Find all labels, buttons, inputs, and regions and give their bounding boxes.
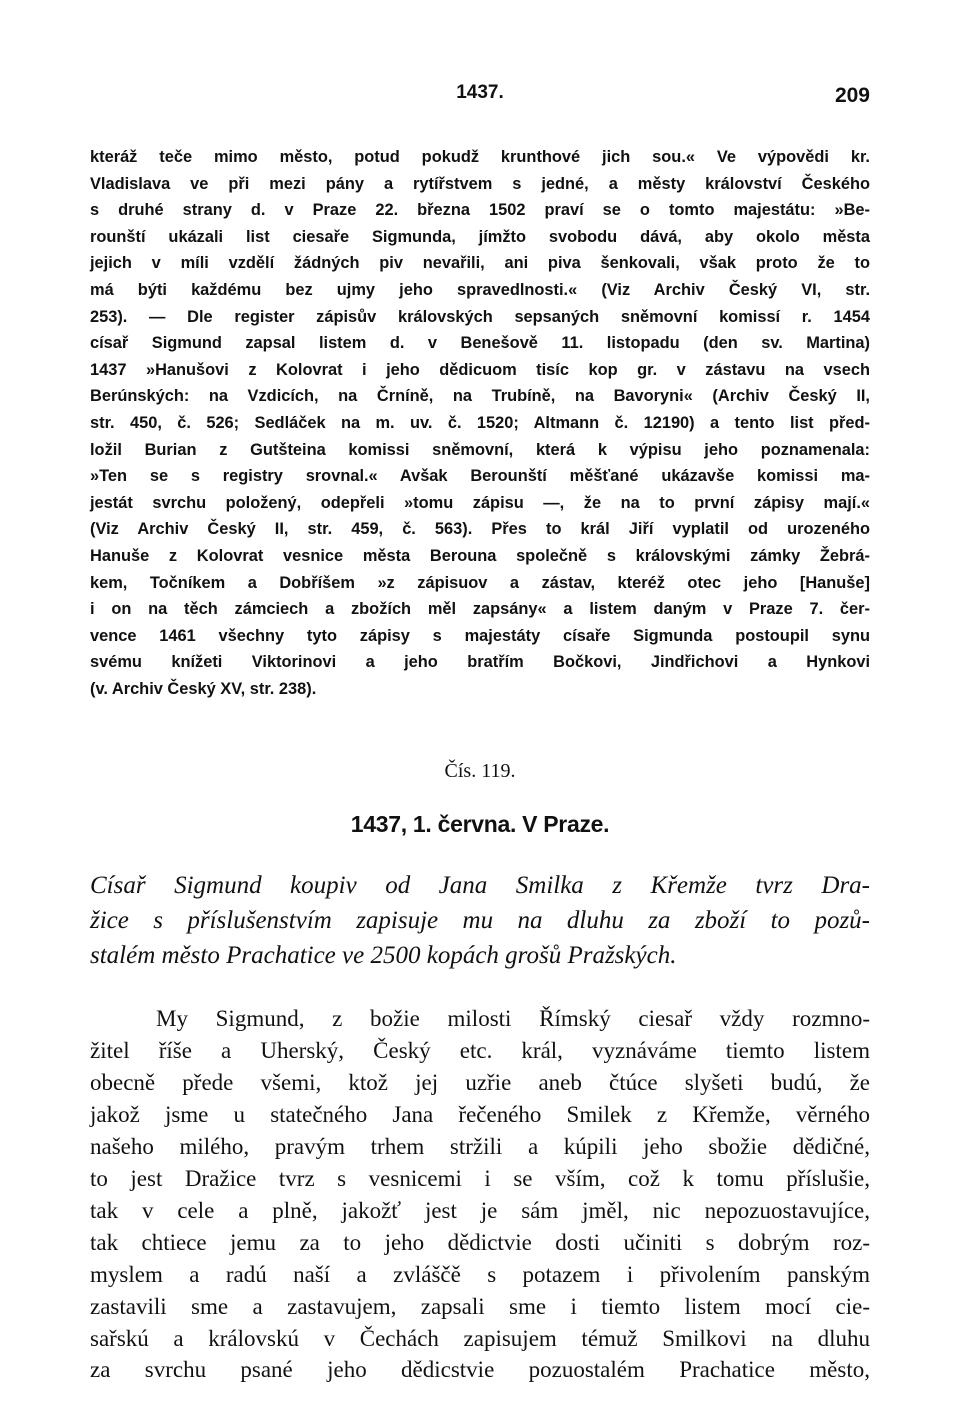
body-line: My Sigmund, z božie milosti Římský ciesař vždy rozmno- (156, 1006, 870, 1032)
notes-line: Vladislava ve při mezi pány a rytířstvem s jedné, a městy království Českého (90, 174, 870, 193)
running-head (90, 82, 870, 116)
body-line: zastavili sme a zastavujem, zapsali sme i tiemto listem mocí cie- (90, 1293, 870, 1319)
notes-line: ložil Burian z Gutšteina komissi sněmovní, která k výpisu jeho poznamenala: (90, 440, 870, 459)
body-line: našeho milého, pravým trhem stržili a kúpili jeho sbožie dědičné, (90, 1134, 870, 1160)
notes-line: svému knížeti Viktorinovi a jeho bratřím Bočkovi, Jindřichovi a Hynkovi (90, 653, 870, 672)
charter-number: Čís. 119. (444, 760, 516, 783)
notes-line: Berúnských: na Vzdicích, na Črníně, na Trubíně, na Bavoryni« (Archiv Český II, (90, 387, 870, 406)
page-number: 209 (834, 84, 870, 107)
notes-line: kem, Točníkem a Dobříšem »z zápisuov a zástav, kteréž otec jeho [Hanuše] (90, 573, 870, 592)
notes-line: (Viz Archiv Český II, str. 459, č. 563). Přes to král Jiří vyplatil od urozeného (90, 520, 870, 539)
running-head-year: 1437. (456, 82, 504, 103)
charter-body-text (90, 1003, 870, 1386)
notes-line: kteráž teče mimo město, potud pokudž krunthové jich sou.« Ve výpovědi kr. (90, 148, 870, 166)
notes-line: vence 1461 všechny tyto zápisy s majestáty císaře Sigmunda postoupil synu (90, 626, 870, 645)
notes-line: »Ten se s registry srovnal.« Avšak Berounští měšťané ukázavše komissi ma- (90, 467, 870, 486)
body-line: obecně přede všemi, ktož jej uzřie aneb čtúce slyšeti budú, že (90, 1070, 870, 1096)
regest-line: Císař Sigmund koupiv od Jana Smilka z Křemže tvrz Dra- (90, 872, 870, 900)
document-page (90, 82, 870, 1386)
body-line: za svrchu psané jeho dědicstvie pozuostalém Prachatice město, (90, 1357, 870, 1383)
notes-line: rounští ukázali list ciesaře Sigmunda, jímžto svobodu dává, aby okolo města (90, 227, 870, 246)
body-line: tak v cele a plně, jakožť jest je sám jměl, nic nepozuostavujíce, (90, 1197, 870, 1223)
notes-line: císař Sigmund zapsal listem d. v Benešově 11. listopadu (den sv. Martina) (90, 334, 870, 353)
notes-line: 253). — Dle register zápisův královských sepsaných sněmovní komissí r. 1454 (90, 307, 870, 326)
commentary-notes (90, 144, 870, 702)
body-line: sařskú a královskú v Čechách zapisujem témuž Smilkovi na dluhu (90, 1325, 870, 1351)
body-line: jakož jsme u statečného Jana řečeného Smilek z Křemže, věrného (90, 1102, 870, 1128)
notes-line: s druhé strany d. v Praze 22. března 1502 praví se o tomto majestátu: »Be- (90, 201, 870, 220)
body-line: myslem a radú naší a zvláščě s potazem i přivolením panským (90, 1261, 870, 1287)
regest-line: žice s příslušenstvím zapisuje mu na dluhu za zboží to pozů- (90, 907, 870, 935)
notes-line: i on na těch zámciech a zbožích měl zapsány« a listem daným v Praze 7. čer- (90, 600, 870, 619)
body-line: to jest Dražice tvrz s vesnicemi i se vším, což k tomu příslušie, (90, 1166, 870, 1191)
regest-line: stalém město Prachatice ve 2500 kopách grošů Pražských. (90, 942, 677, 970)
notes-line: Hanuše z Kolovrat vesnice města Berouna společně s královskými zámky Žebrá- (90, 546, 870, 565)
notes-line: str. 450, č. 526; Sedláček na m. uv. č. 1520; Altmann č. 12190) a tento list před- (90, 413, 870, 432)
notes-line: jestát svrchu položený, odepřeli »tomu zápisu —, že na to první zápisy mají.« (90, 493, 870, 512)
charter-date-place: 1437, 1. června. V Praze. (350, 811, 610, 838)
notes-line: 1437 »Hanušovi z Kolovrat i jeho dědicuom tisíc kop gr. v zástavu na vsech (90, 360, 870, 379)
body-line: žitel říše a Uherský, Český etc. král, vyznáváme tiemto listem (90, 1038, 870, 1064)
notes-line: jejich v míli vzdělí žádných piv nevařili, ani piva šenkovali, však proto že to (90, 254, 870, 273)
notes-line: má býti každému bez ujmy jeho spravedlnosti.« (Viz Archiv Český VI, str. (90, 280, 870, 299)
charter-regest (90, 868, 870, 973)
notes-line: (v. Archiv Český XV, str. 238). (90, 679, 317, 698)
body-line: tak chtiece jemu za to jeho dědictvie dosti učiniti s dobrým roz- (90, 1229, 870, 1255)
